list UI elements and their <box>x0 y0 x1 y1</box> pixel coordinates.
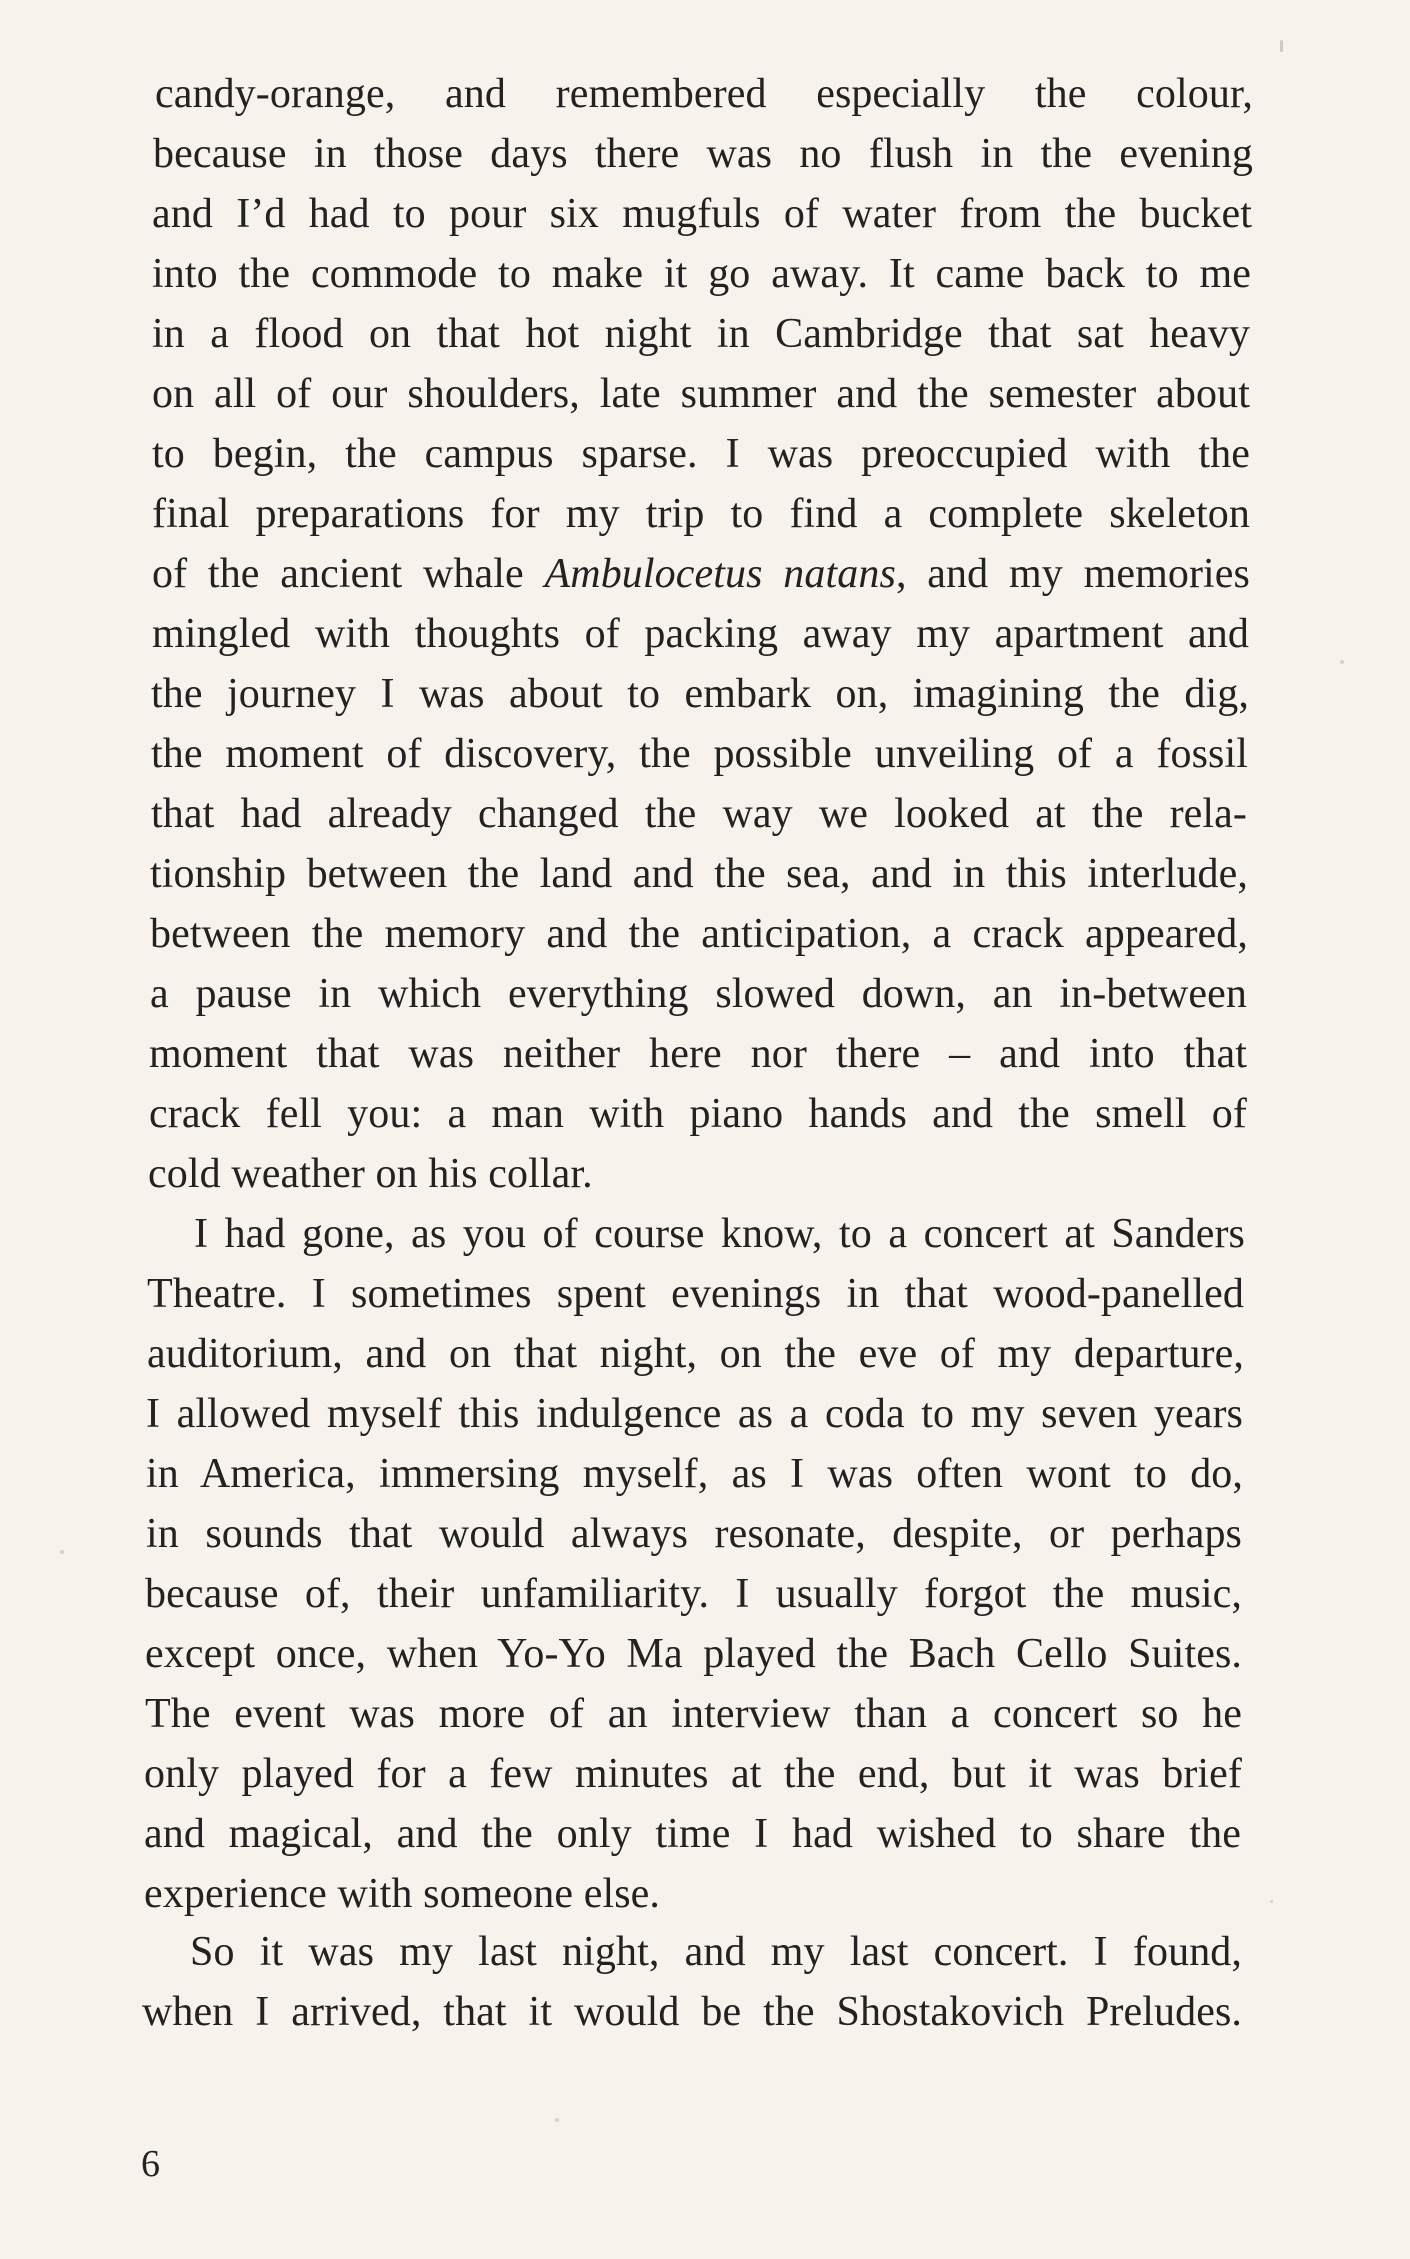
scan-speck <box>1340 660 1344 664</box>
text-line: moment that was neither here nor there – and into that <box>149 1031 1247 1077</box>
text-line: between the memory and the anticipation, a crack appeared, <box>150 911 1248 957</box>
text-line: in a flood on that hot night in Cambridge that sat heavy <box>152 311 1250 357</box>
text-line: I had gone, as you of course know, to a concert at Sanders <box>194 1211 1245 1257</box>
text-line: in sounds that would always resonate, despite, or perhaps <box>146 1511 1242 1557</box>
text-line: crack fell you: a man with piano hands and the smell of <box>149 1091 1247 1137</box>
text-line: the moment of discovery, the possible unveiling of a fossil <box>151 731 1248 777</box>
page-number: 6 <box>141 2143 160 2185</box>
scan-speck <box>60 1550 64 1554</box>
text-line: I allowed myself this indulgence as a coda to my seven years <box>146 1391 1243 1437</box>
text-line: in America, immersing myself, as I was often wont to do, <box>146 1451 1243 1497</box>
text-line-with-italic <box>152 544 1250 604</box>
text-line: tionship between the land and the sea, and in this interlude, <box>150 851 1248 897</box>
text-line: the journey I was about to embark on, imagining the dig, <box>151 671 1249 717</box>
text-line: The event was more of an interview than a concert so he <box>145 1691 1242 1737</box>
text-line: because of, their unfamiliarity. I usually forgot the music, <box>145 1571 1242 1617</box>
text-line: because in those days there was no flush in the evening <box>153 131 1253 177</box>
species-name: Ambulocetus natans <box>544 551 896 597</box>
text-line: auditorium, and on that night, on the eve of my departure, <box>147 1331 1244 1377</box>
text-line: only played for a few minutes at the end, but it was brief <box>144 1751 1242 1797</box>
scan-speck <box>1280 40 1283 52</box>
text-line: except once, when Yo-Yo Ma played the Bach Cello Suites. <box>145 1631 1242 1677</box>
scan-speck <box>555 2118 559 2122</box>
scan-speck <box>1270 1900 1273 1903</box>
text-line: into the commode to make it go away. It came back to me <box>152 251 1251 297</box>
text-line: that had already changed the way we looked at the rela- <box>151 791 1247 837</box>
text-line: mingled with thoughts of packing away my apartment and <box>152 611 1249 657</box>
text-line: on all of our shoulders, late summer and the semester about <box>152 371 1250 417</box>
text-line: So it was my last night, and my last concert. I found, <box>190 1929 1242 1975</box>
text-line: to begin, the campus sparse. I was preoccupied with the <box>152 431 1250 477</box>
text-line: cold weather on his collar. <box>148 1151 593 1197</box>
text-line: when I arrived, that it would be the Shostakovich Preludes. <box>142 1989 1242 2035</box>
text-line: Theatre. I sometimes spent evenings in that wood-panelled <box>147 1271 1244 1317</box>
text-line: candy-orange, and remembered especially the colour, <box>155 71 1253 117</box>
text-line: and magical, and the only time I had wished to share the <box>144 1811 1241 1857</box>
text-line: final preparations for my trip to find a complete skeleton <box>152 491 1250 537</box>
text-line: a pause in which everything slowed down, an in-between <box>150 971 1247 1017</box>
text-run: , and my memories <box>895 551 1250 597</box>
text-run: of the ancient whale <box>152 551 545 597</box>
text-line: and I’d had to pour six mugfuls of water from the bucket <box>152 191 1252 237</box>
text-line: experience with someone else. <box>144 1871 661 1917</box>
